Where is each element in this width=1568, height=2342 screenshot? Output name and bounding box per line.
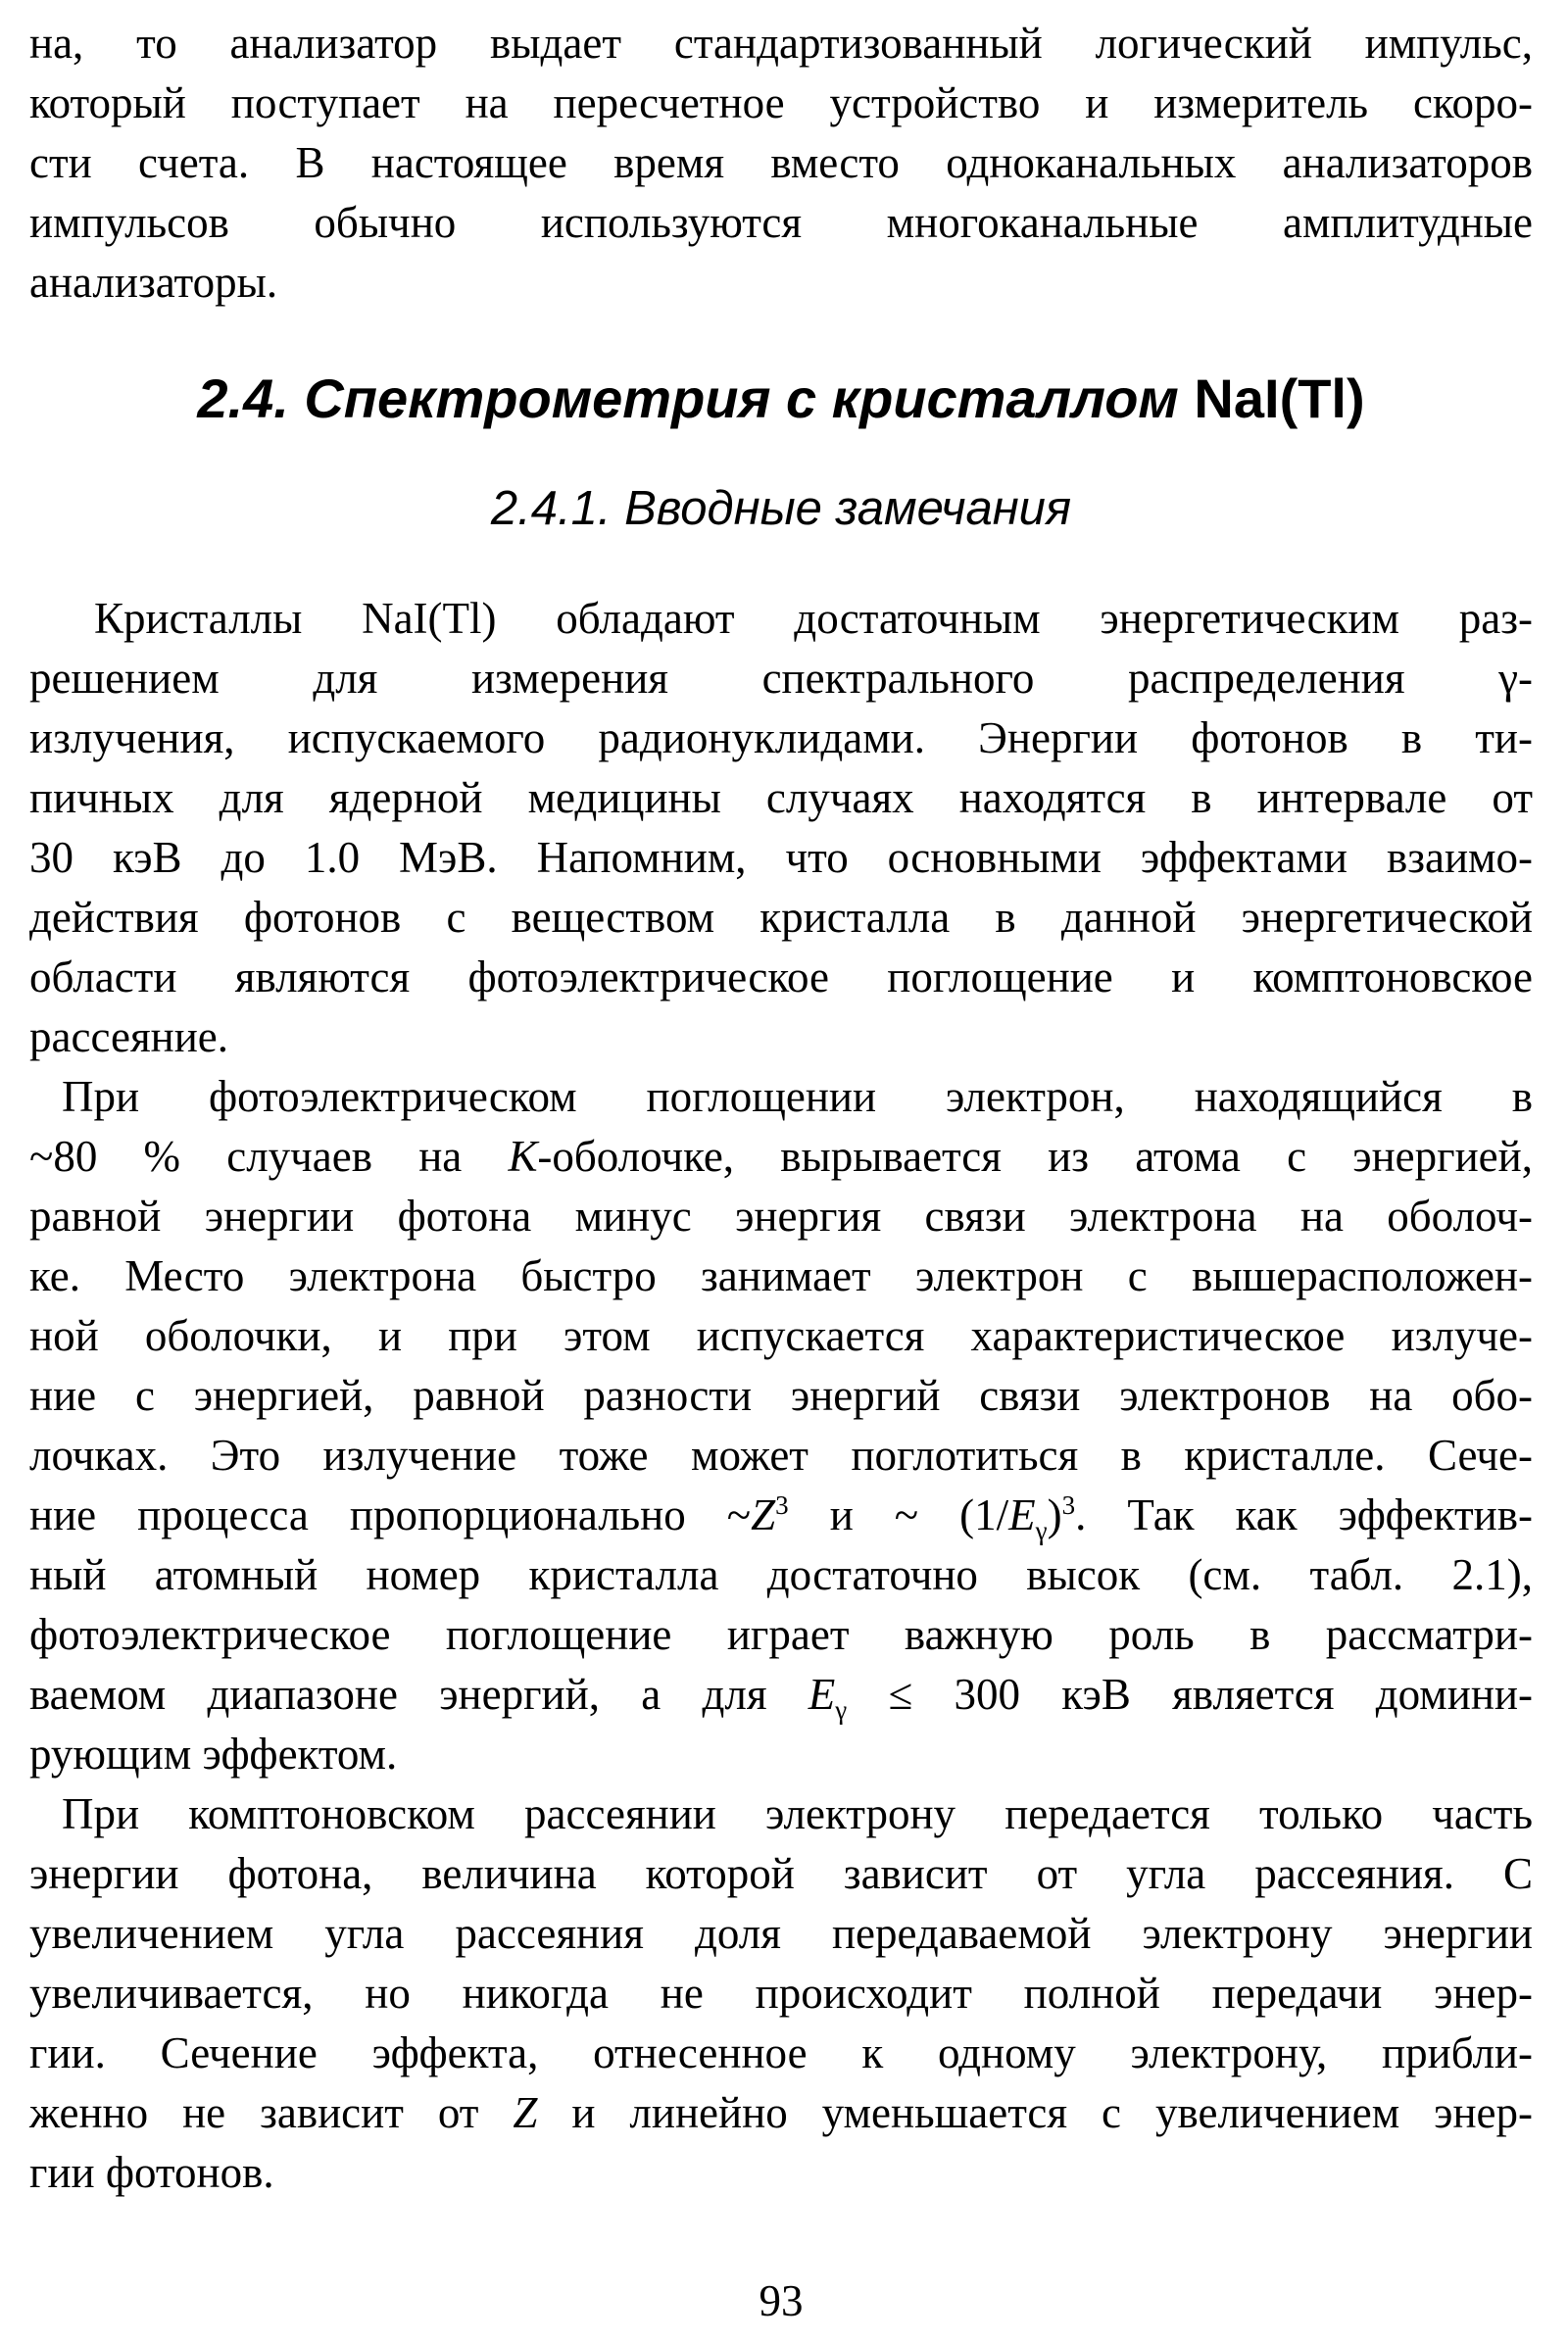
- text-run: Кристаллы NaI(Tl) обладают достаточным энергетическим раз-: [94, 594, 1533, 643]
- text-run: 2.4. Спектрометрия с кристаллом: [197, 367, 1195, 429]
- text-line: [29, 1306, 1533, 1366]
- text-line: [29, 2143, 1533, 2203]
- text-line: [29, 1426, 1533, 1486]
- text-line: [29, 2024, 1533, 2083]
- text-run: фотоэлектрическое поглощение играет важную роль в рассматри-: [29, 1610, 1533, 1659]
- paragraph-compton-scattering: [29, 1784, 1533, 2203]
- text-run: ние с энергией, равной разности энергий связи электронов на обо-: [29, 1371, 1533, 1420]
- text-line: [29, 1964, 1533, 2024]
- text-run: ный атомный номер кристалла достаточно высок (см. табл. 2.1),: [29, 1550, 1533, 1599]
- text-run: К: [508, 1132, 538, 1181]
- text-run: 3: [775, 1490, 789, 1520]
- text-line: [29, 253, 1533, 313]
- text-line: [29, 1007, 1533, 1067]
- text-run: анализаторы.: [29, 258, 278, 307]
- text-run: женно не зависит от: [29, 2088, 514, 2137]
- text-run: и линейно уменьшается с увеличением энер-: [537, 2088, 1534, 2137]
- text-run: ≤ 300 кэВ является домини-: [847, 1670, 1533, 1719]
- text-run: E: [808, 1670, 836, 1719]
- text-line: [29, 1665, 1533, 1725]
- text-run: 30 кэВ до 1.0 МэВ. Напомним, что основными эффектами взаимо-: [29, 833, 1533, 882]
- text-run: γ: [1035, 1516, 1048, 1545]
- text-line: [29, 1187, 1533, 1246]
- text-line: [29, 1605, 1533, 1665]
- text-run: γ: [835, 1695, 848, 1725]
- text-line: [29, 1067, 1533, 1127]
- page-number: 93: [759, 2276, 804, 2325]
- text-run: и ~ (1/: [788, 1490, 1009, 1539]
- text-run: При фотоэлектрическом поглощении электрон, находящийся в: [62, 1072, 1533, 1121]
- text-line: [29, 649, 1533, 708]
- text-run: ние процесса пропорционально ~: [29, 1490, 752, 1539]
- text-line: [29, 1545, 1533, 1605]
- text-line: [29, 1366, 1533, 1426]
- text-run: действия фотонов с веществом кристалла в данной энергетической: [29, 893, 1533, 942]
- text-line: [29, 1486, 1533, 1545]
- text-line: [29, 1246, 1533, 1306]
- text-run: увеличивается, но никогда не происходит полной передачи энер-: [29, 1969, 1533, 2018]
- intro-paragraph: [29, 14, 1533, 313]
- text-run: на, то анализатор выдает стандартизованный логический импульс,: [29, 19, 1533, 68]
- text-run: лочках. Это излучение тоже может поглотиться в кристалле. Сече-: [29, 1431, 1533, 1480]
- text-run: При комптоновском рассеянии электрону передается только часть: [62, 1789, 1533, 1838]
- text-run: E: [1008, 1490, 1036, 1539]
- text-run: решением для измерения спектрального распределения γ-: [29, 654, 1533, 703]
- text-run: ке. Место электрона быстро занимает электрон с вышерасположен-: [29, 1251, 1533, 1300]
- text-run: импульсов обычно используются многоканальные амплитудные: [29, 198, 1533, 247]
- text-run: энергии фотона, величина которой зависит от угла рассеяния. С: [29, 1849, 1533, 1898]
- text-run: гии. Сечение эффекта, отнесенное к одному электрону, прибли-: [29, 2028, 1533, 2077]
- text-run: рующим эффектом.: [29, 1730, 398, 1779]
- text-run: сти счета. В настоящее время вместо одноканальных анализаторов: [29, 138, 1533, 187]
- text-line: [29, 2083, 1533, 2143]
- text-line: [29, 589, 1533, 649]
- text-line: [29, 1844, 1533, 1904]
- paragraph-crystals-intro: [29, 589, 1533, 1067]
- text-run: ной оболочки, и при этом испускается характеристическое излуче-: [29, 1311, 1533, 1360]
- text-run: который поступает на пересчетное устройство и измеритель скоро-: [29, 78, 1533, 127]
- text-run: рассеяние.: [29, 1012, 229, 1061]
- text-run: -оболочке, вырывается из атома с энергией,: [537, 1132, 1533, 1181]
- text-line: [29, 828, 1533, 888]
- text-run: увеличением угла рассеяния доля передаваемой электрону энергии: [29, 1909, 1533, 1958]
- text-run: NaI(Tl): [1194, 367, 1365, 429]
- text-run: равной энергии фотона минус энергия связи электрона на оболоч-: [29, 1192, 1533, 1241]
- text-run: ваемом диапазоне энергий, а для: [29, 1670, 808, 1719]
- text-run: пичных для ядерной медицины случаях находятся в интервале от: [29, 773, 1533, 822]
- section-heading: [29, 364, 1533, 434]
- text-run: области являются фотоэлектрическое поглощение и комптоновское: [29, 952, 1533, 1001]
- text-run: гии фотонов.: [29, 2148, 274, 2197]
- text-line: [29, 1725, 1533, 1784]
- text-run: 2.4.1. Вводные замечания: [490, 482, 1072, 535]
- text-line: [29, 1784, 1533, 1844]
- text-line: [29, 133, 1533, 193]
- text-line: [29, 1904, 1533, 1964]
- paragraph-photoelectric-absorption: [29, 1067, 1533, 1784]
- text-run: Z: [751, 1490, 776, 1539]
- text-run: 3: [1061, 1490, 1076, 1520]
- text-line: [29, 708, 1533, 768]
- text-line: [29, 73, 1533, 133]
- subsection-heading: [29, 479, 1533, 538]
- text-run: ~80 % случаев на: [29, 1132, 509, 1181]
- text-line: [29, 888, 1533, 948]
- text-line: [29, 14, 1533, 73]
- text-line: [29, 193, 1533, 253]
- text-run: излучения, испускаемого радионуклидами. Энергии фотонов в ти-: [29, 713, 1533, 762]
- text-line: [29, 948, 1533, 1007]
- text-run: ): [1047, 1490, 1062, 1539]
- text-line: [29, 768, 1533, 828]
- text-run: . Так как эффектив-: [1075, 1490, 1533, 1539]
- text-line: [29, 1127, 1533, 1187]
- text-run: Z: [513, 2088, 538, 2137]
